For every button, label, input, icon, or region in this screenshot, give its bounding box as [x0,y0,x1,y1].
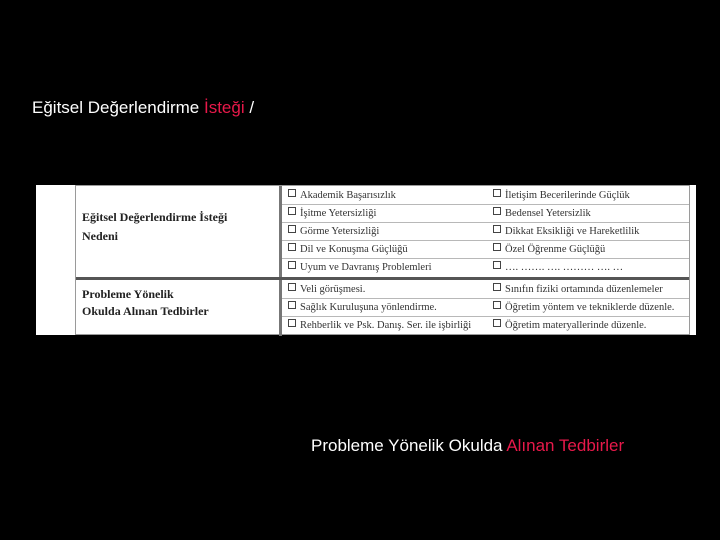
table-row [282,204,689,223]
form-table [75,185,690,335]
checkbox-icon [493,189,501,197]
measures-taken-options [282,280,689,336]
checkbox-icon [493,283,501,291]
table-row [282,258,689,277]
checkbox-icon [288,319,296,327]
title-accent-text: İsteği [203,98,245,117]
checkbox-option: Akademik Başarısızlık [288,189,396,201]
checkbox-option: İşitme Yetersizliği [288,207,376,219]
table-row [282,316,689,334]
title-text: Eğitsel Değerlendirme [32,98,200,117]
checkbox-icon [493,225,501,233]
checkbox-option: Veli görüşmesi. [288,283,365,295]
checkbox-icon [288,225,296,233]
evaluation-reason-label: Eğitsel Değerlendirme İsteği Nedeni [76,186,282,277]
table-row [282,298,689,317]
title-suffix-text: / [249,98,255,117]
checkbox-icon [288,261,296,269]
checkbox-icon [493,319,501,327]
measures-taken-section [76,280,689,336]
checkbox-icon [288,207,296,215]
checkbox-option: Özel Öğrenme Güçlüğü [493,243,605,255]
checkbox-icon [288,283,296,291]
checkbox-icon [493,261,501,269]
checkbox-icon [288,189,296,197]
checkbox-option: Öğretim materyallerinde düzenle. [493,319,646,331]
checkbox-icon [288,301,296,309]
subtitle-text: Probleme Yönelik Okulda [311,436,507,455]
checkbox-option: Bedensel Yetersizlik [493,207,591,219]
checkbox-option: İletişim Becerilerinde Güçlük [493,189,630,201]
checkbox-option: Dil ve Konuşma Güçlüğü [288,243,408,255]
checkbox-option: Rehberlik ve Psk. Danış. Ser. ile işbirliği [288,319,471,331]
table-row [282,186,689,205]
checkbox-option: Sınıfın fiziki ortamında düzenlemeler [493,283,663,295]
table-row [282,222,689,241]
evaluation-reason-options [282,186,689,277]
table-row [282,240,689,259]
checkbox-option: Öğretim yöntem ve tekniklerde düzenle. [493,301,674,313]
form-table-image [36,185,696,335]
slide-title [32,98,254,118]
checkbox-option: Görme Yetersizliği [288,225,379,237]
checkbox-icon [493,207,501,215]
subtitle-accent-text: Alınan Tedbirler [506,436,625,455]
evaluation-reason-section [76,186,689,280]
checkbox-option: …. ……. …. ……… …. … [493,261,623,273]
checkbox-icon [493,301,501,309]
checkbox-icon [288,243,296,251]
checkbox-option: Sağlık Kuruluşuna yönlendirme. [288,301,437,313]
slide-subtitle [311,436,624,456]
measures-taken-label: Probleme Yönelik Okulda Alınan Tedbirler [76,280,282,336]
checkbox-option: Uyum ve Davranış Problemleri [288,261,432,273]
table-row [282,280,689,299]
checkbox-icon [493,243,501,251]
checkbox-option: Dikkat Eksikliği ve Hareketlilik [493,225,639,237]
